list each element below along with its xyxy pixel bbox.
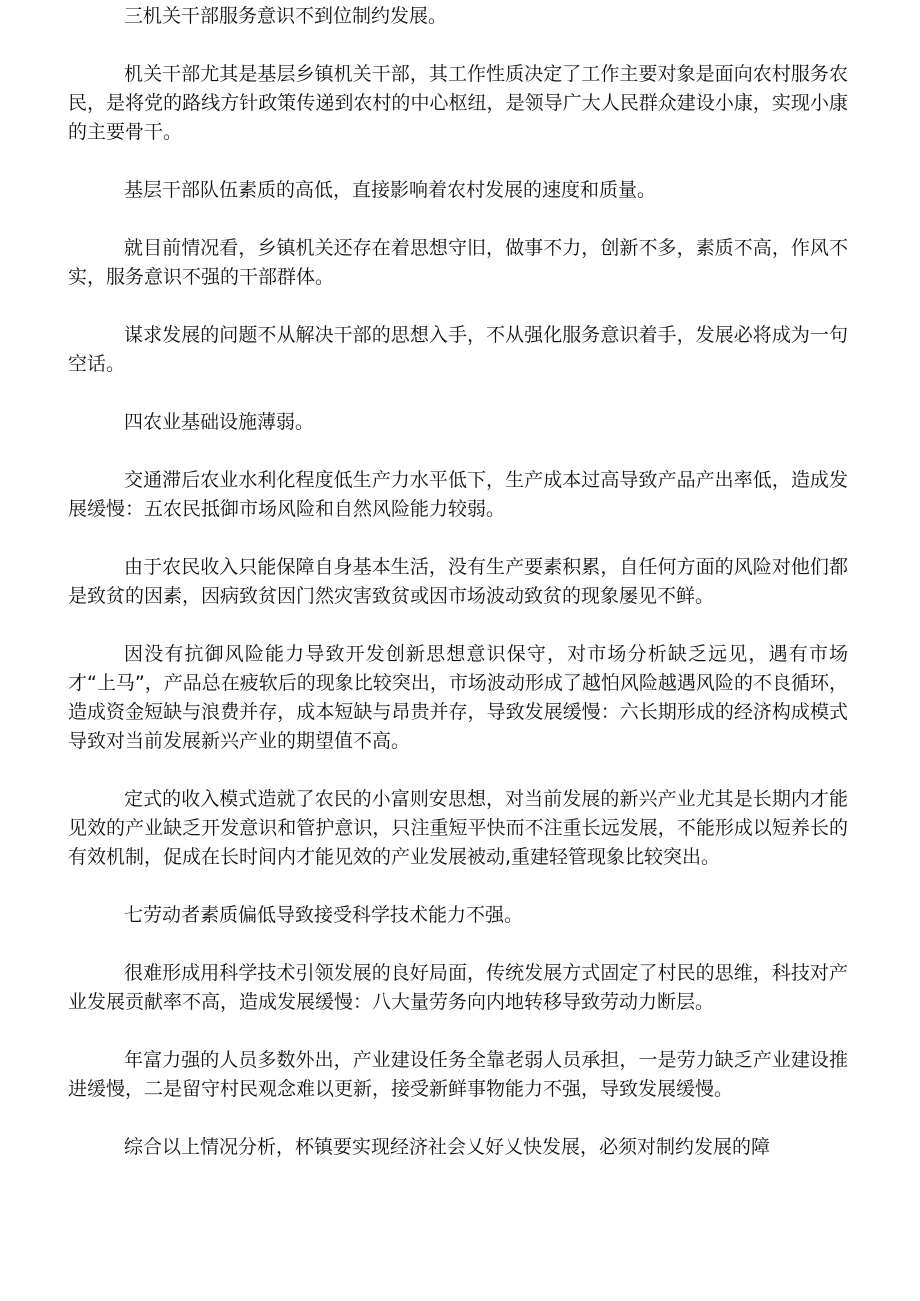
document-body xyxy=(68,0,848,1191)
paragraph-14: 综合以上情况分析，杯镇要实现经济社会乂好乂快发展，必须对制约发展的障 xyxy=(124,1136,771,1158)
paragraph-5: 谋求发展的问题不从解决干部的思想入手，不从强化服务意识着手，发展必将成为一句空话。 xyxy=(68,324,848,375)
paragraph-3: 基层干部队伍素质的高低，直接影响着农村发展的速度和质量。 xyxy=(124,179,657,201)
paragraph-7: 交通滞后农业水利化程度低生产力水平低下，生产成本过高导致产品产出率低，造成发展缓慢：五农民抵御市场风险和自然风险能力较弱。 xyxy=(68,469,848,520)
paragraph-2: 机关干部尤其是基层乡镇机关干部，其工作性质决定了工作主要对象是面向农村服务农民，是将党的路线方针政策传递到农村的中心枢纽，是领导广大人民群众建设小康，实现小康的主要骨干。 xyxy=(68,63,848,143)
paragraph-13: 年富力强的人员多数外出，产业建设任务全靠老弱人员承担，一是劳力缺乏产业建设推进缓慢，二是留守村民观念难以更新，接受新鲜事物能力不强，导致发展缓慢。 xyxy=(68,1049,848,1100)
paragraph-8: 由于农民收入只能保障自身基本生活，没有生产要素积累，自任何方面的风险对他们都是致贫的因素，因病致贫因门然灾害致贫或因市场波动致贫的现象屡见不鲜。 xyxy=(68,556,848,607)
paragraph-1: 三机关干部服务意识不到位制约发展。 xyxy=(124,5,448,27)
paragraph-12: 很难形成用科学技术引领发展的良好局面，传统发展方式固定了村民的思维，科技对产业发展贡献率不高，造成发展缓慢：八大量劳务向内地转移导致劳动力断层。 xyxy=(68,962,848,1013)
paragraph-9: 因没有抗御风险能力导致开发创新思想意识保守，对市场分析缺乏远见，遇有市场才“上马”，产品总在疲软后的现象比较突出，市场波动形成了越怕风险越遇风险的不良循环，造成资金短缺与浪费并存，成本短缺与昂贵并存，导致发展缓慢：六长期形成的经济构成模式导致对当前发展新兴产业的期望值不高。 xyxy=(68,643,848,752)
paragraph-4: 就目前情况看，乡镇机关还存在着思想守旧，做事不力，创新不多，素质不高，作风不实，服务意识不强的干部群体。 xyxy=(68,237,848,288)
paragraph-10: 定式的收入模式造就了农民的小富则安思想，对当前发展的新兴产业尤其是长期内才能见效的产业缺乏开发意识和管护意识，只注重短平快而不注重长远发展，不能形成以短养长的有效机制，促成在长时间内才能见效的产业发展被动,重建轻管现象比较突出。 xyxy=(68,788,848,868)
paragraph-6: 四农业基础设施薄弱。 xyxy=(124,411,315,433)
paragraph-11: 七劳动者素质偏低导致接受科学技术能力不强。 xyxy=(124,904,524,926)
